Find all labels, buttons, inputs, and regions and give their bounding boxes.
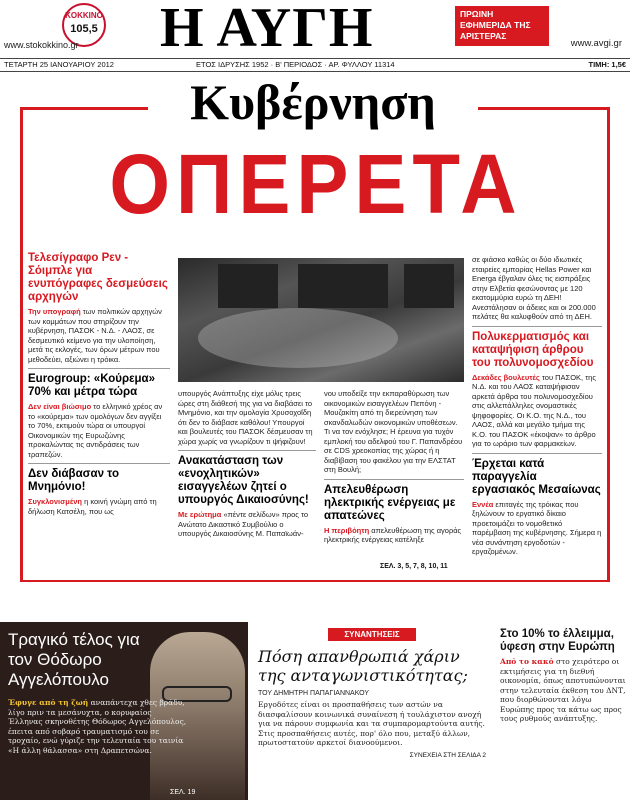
story-body: υπουργός Ανάπτυξης είχε μόλις τρεις ώρες στη διάθεσή της για να διαβάσει το Μνημόνιο, και την ομολογία Χρυσοχοΐδη ότι δεν το διάβασε καθόλου! Υπουργοί και βουλευτές του ΠΑΣΟΚ δέσμευσαν τη χώρα χωρίς να γνωρίζουν τι ψήφιζουν! xyxy=(178,389,313,446)
issue-info: ΕΤΟΣ ΙΔΡΥΣΗΣ 1952 · Β' ΠΕΡΙΟΔΟΣ · ΑΡ. ΦΥΛΛΟΥ 11314 xyxy=(196,60,395,69)
byline: ΤΟΥ ΔΗΜΗΤΡΗ ΠΑΠΑΓΙΑΝΝΑΚΟΥ xyxy=(258,690,370,697)
economy-title[interactable]: Στο 10% το έλλειμμα, ύφεση στην Ευρώπη xyxy=(500,628,615,653)
building-shape xyxy=(218,264,278,308)
newspaper-website-link[interactable]: www.avgi.gr xyxy=(570,38,622,49)
lead-kicker: Κυβέρνηση xyxy=(148,76,478,128)
story-lead: Δεν είναι βιώσιμο xyxy=(28,402,92,411)
divider xyxy=(28,368,170,369)
story-body: νου υποδείξε την εκπαραθύρωση των οικονομικών εισαγγελέων Πεπόνη - Μουζακίτη από τη διερεύνηση των σκανδαλωδών οικονομικών υποθέσεων. Τι να τον ενόχλησε; Η έρευνα για τυχόν εμπλοκή του αδελφού του Γ. Παπανδρέου σε CDS χρεοκοπίας της χώρας ή η διαβίβαση του φακέλου για την ΕΛΣΤΑΤ στη Βουλή; xyxy=(324,389,463,474)
radio-logo-name: KOKKINO xyxy=(65,11,103,20)
story-title[interactable]: Τελεσίγραφο Ρεν - Σόιμπλε για ενυπόγραφες δεσμεύσεις αρχηγών xyxy=(28,252,168,303)
story-body: Δεν είναι βιώσιμο το ελληνικό χρέος αν το «κούρεμα» των ομολόγων δεν αγγίξει το 70%, εκτιμούν τώρα οι υπουργοί Οικονομικών της Ευρωζώνης προκαλώντας τις αντιδράσεις των τραπεζών. xyxy=(28,402,163,459)
frame-border-right xyxy=(607,107,610,582)
economy-lead: Από το κακό xyxy=(500,657,554,666)
story-lead: Εννέα xyxy=(472,499,494,509)
story-title[interactable]: Δεν διάβασαν το Μνημόνιο! xyxy=(28,468,120,493)
left-column xyxy=(28,252,170,516)
lead-photo xyxy=(178,258,464,382)
story-lead: Συγκλονισμένη xyxy=(28,497,82,506)
divider xyxy=(178,450,316,451)
right-column xyxy=(472,252,602,557)
masthead xyxy=(0,0,630,58)
story-title[interactable]: Eurogroup: «Κούρεμα» 70% και μέτρα τώρα xyxy=(28,373,156,398)
center-column-2 xyxy=(324,386,464,545)
building-shape xyxy=(298,264,388,308)
opinion-title[interactable]: Πόση απανθρωπιά χάριν της ανταγωνιστικότητας; xyxy=(258,647,468,685)
divider xyxy=(472,326,602,327)
center-column-1 xyxy=(178,386,316,539)
story-title[interactable]: Απελευθέρωση ηλεκτρικής ενέργειας με απατεώνες xyxy=(324,483,456,522)
dateline xyxy=(0,58,630,72)
feature-body: Έφυγε από τη ζωή αναπάντεχα χθες βράδυ, λίγο πριν τα μεσάνυχτα, ο κορυφαίος Έλληνας σκηνοθέτης Θόδωρος Αγγελόπουλος, έπειτα από σοβαρό τραυματισμό του σε τροχαίο, ενώ γύριζε την τελευταία του ταινία «Η άλλη θάλασσα» στη Δραπετσώνα. xyxy=(8,698,187,755)
story-body: Με ερώτημα «πέντε σελίδων» προς το Ανώτατο Δικαστικό Συμβούλιο ο υπουργός Δικαιοσύνης Μ. Παπαϊωάν- xyxy=(178,510,309,538)
frame-border-bottom xyxy=(20,580,610,582)
frame-border-left xyxy=(20,107,23,582)
lead-headline: ΟΠΕΡΕΤΑ xyxy=(109,136,523,232)
feature-angelopoulos xyxy=(0,622,248,800)
divider xyxy=(28,463,170,464)
story-body: Συγκλονισμένη η κοινή γνώμη από τη δήλωση Κατσέλη, που ως xyxy=(28,497,157,516)
story-lead: Δεκάδες βουλευτές xyxy=(472,372,540,382)
page-references: ΣΕΛ. 3, 5, 7, 8, 10, 11 xyxy=(380,563,448,570)
story-body: σε φιάσκο καθώς οι δύο ιδιωτικές εταιρείες εμπορίας Hellas Power και Energa έβγαλαν όλες τις εισπράξεις στην Ελβετία φεσώνοντας με 120 εκατομμύρια ευρώ τη ΔΕΗ! Ανεστάλησαν οι άδειες και οι 200.000 πελάτες θα καλυφθούν από τη ΔΕΗ. xyxy=(472,255,596,321)
story-lead: Η περιβόητη xyxy=(324,525,370,535)
economy-body: Από το κακό στο χειρότερο οι εκτιμήσεις για τη διεθνή οικονομία, όπως αποτυπώνονται στην τελευταία έκθεση του ΔΝΤ, που διορθώνονται λόγω Ευρώπης προς τα κάτω ως προς τους ρυθμούς ανάπτυξης. xyxy=(500,657,626,723)
story-body: Εννέα επιταγές της τρόικας που ξηλώνουν το εργατικό δίκαιο προετοιμάζει το νομοθετικό παρέμβαση της κυβέρνησης. Σήμερα η νέα συνάντηση εργοδοτών - εργαζομένων. xyxy=(472,499,602,556)
story-body: Την υπογραφή των πολιτικών αρχηγών των κομμάτων που στηρίζουν την κυβέρνηση, ΠΑΣΟΚ - Ν.Δ. - ΛΑΟΣ, σε δεσμευτικό κείμενο για την υλοποίηση, μετά τις εκλογές, των όρων μέτρων που μεθοδεύει, αξιώνει η τρόικα. xyxy=(28,307,162,364)
radio-logo-frequency: 105,5 xyxy=(70,23,98,35)
story-title[interactable]: Ανακατάσταση των «ενοχλητικών» εισαγγελέων ζητεί ο υπουργός Δικαιοσύνης! xyxy=(178,455,309,506)
price: ΤΙΜΗ: 1,5€ xyxy=(588,60,626,69)
story-title[interactable]: Έρχεται κατά παραγγελία εργασιακός Μεσαίωνας xyxy=(472,457,601,496)
newspaper-title: Η ΑΥΓΗ xyxy=(160,0,374,59)
feature-title[interactable]: Τραγικό τέλος για τον Θόδωρο Αγγελόπουλο xyxy=(8,630,140,689)
page-reference: ΣΕΛ. 19 xyxy=(170,789,196,796)
radio-website-link[interactable]: www.stokokkino.gr xyxy=(4,40,79,50)
feature-lead: Έφυγε από τη ζωή xyxy=(8,698,89,707)
newspaper-tagline: ΠΡΩΙΝΗ ΕΦΗΜΕΡΙΔΑ ΤΗΣ ΑΡΙΣΤΕΡΑΣ xyxy=(455,6,549,46)
section-tag: ΣΥΝΑΝΤΗΣΕΙΣ xyxy=(328,628,416,641)
story-title[interactable]: Πολυκερματισμός και καταψήφιση άρθρου του πολυνομοσχεδίου xyxy=(472,330,594,369)
story-lead: Την υπογραφή xyxy=(28,307,81,316)
smoke-shape xyxy=(198,308,398,368)
story-lead: Με ερώτημα xyxy=(178,510,222,519)
divider xyxy=(472,453,602,454)
opinion-body: Εργοδότες είναι οι προσπαθήσεις των αστών να διασφαλίσουν κοινωνικά συναίνεση ή τουλάχιστον ανοχή για να πάρουν συμφωνία και τα συμπαρομαρτούντα αυτής. Στις προσπαθήσεις αυτές, πορ' όλο που, μεταξύ άλλων, πρωτοστατούν αρκετοί διανοούμενοι. xyxy=(258,700,485,747)
building-shape xyxy=(404,264,454,308)
opinion-box xyxy=(254,622,490,800)
story-body: Δεκάδες βουλευτές του ΠΑΣΟΚ, της Ν.Δ. και του ΛΑΟΣ καταψήφισαν αρκετά άρθρα του πολυνομοσχεδίου στις αλλεπάλληλες ονομαστικές ψηφοφορίες. Οι Κ.Ο. της Ν.Δ., του ΛΑΟΣ, αλλά και μεγάλο τμήμα της Κ.Ο. του ΠΑΣΟΚ «έκοψαν» το άρθρο για το ωράριο των φαρμακείων. xyxy=(472,372,596,448)
economy-box xyxy=(496,622,630,800)
divider xyxy=(324,479,464,480)
issue-date: ΤΕΤΑΡΤΗ 25 ΙΑΝΟΥΑΡΙΟΥ 2012 xyxy=(4,60,114,69)
story-body: Η περιβόητη απελευθέρωση της αγοράς ηλεκτρικής ενέργειας κατέληξε xyxy=(324,525,462,544)
continuation-note: ΣΥΝΕΧΕΙΑ ΣΤΗ ΣΕΛΙΔΑ 2 xyxy=(409,751,486,759)
